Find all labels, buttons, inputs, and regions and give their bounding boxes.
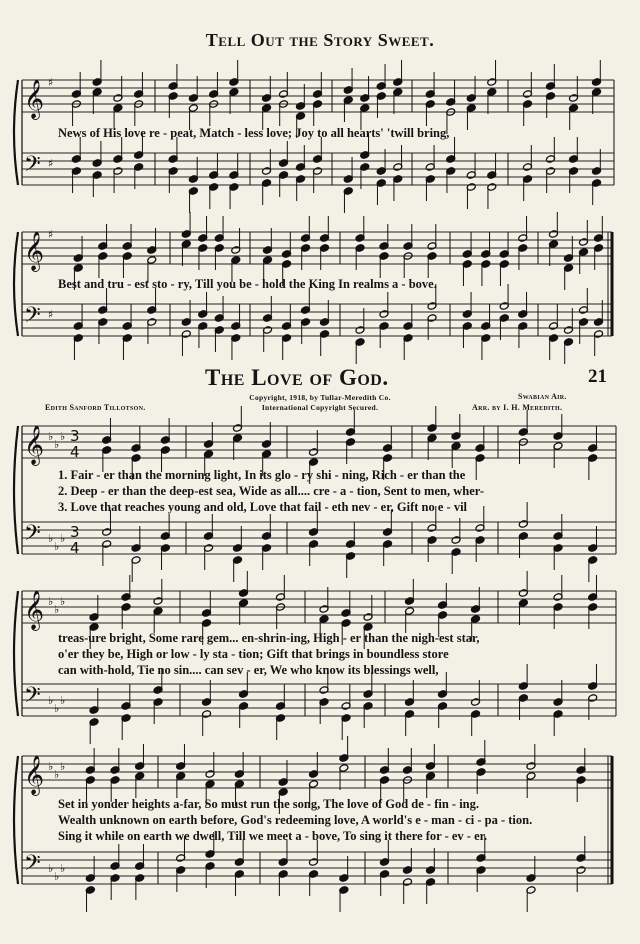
key-signature: ♭ xyxy=(54,702,60,715)
time-signature: 3 xyxy=(70,427,80,445)
hymn-title-tell-out: Tell Out the Story Sweet. xyxy=(205,30,435,50)
key-signature: ♭ xyxy=(54,438,60,451)
key-signature: ♯ xyxy=(48,157,54,170)
key-signature: ♭ xyxy=(48,760,54,773)
lyric-verse-3: can with-hold, Tie no sin.... can sev - er, We who know its blessings well, xyxy=(58,663,439,677)
key-signature: ♭ xyxy=(54,768,60,781)
lyric-verse-2: o'er they be, High or low - ly sta - tion; Gift that brings in boundless store xyxy=(58,647,449,661)
key-signature: ♭ xyxy=(54,870,60,883)
tune-name: Swabian Air. xyxy=(518,392,567,401)
lyric-line: News of His love re - peat, Match - less love; Joy to all hearts' 'twill bring, xyxy=(58,126,450,140)
key-signature: ♭ xyxy=(60,430,66,443)
key-signature: ♭ xyxy=(48,532,54,545)
key-signature: ♭ xyxy=(60,532,66,545)
hymn-title-love-of-god: The Love of God. xyxy=(205,365,389,390)
key-signature: ♯ xyxy=(48,228,54,241)
copyright-line-1: Copyright, 1918, by Tullar-Meredith Co. xyxy=(249,393,391,402)
key-signature: ♭ xyxy=(54,603,60,616)
time-signature: 4 xyxy=(70,443,80,461)
lyric-verse-2: 2. Deep - er than the deep-est sea, Wide as all.... cre - a - tion, Sent to men, wher- xyxy=(58,484,484,498)
key-signature: ♭ xyxy=(54,540,60,553)
brace xyxy=(14,232,18,336)
treble-clef: 𝄞 xyxy=(24,79,45,119)
brace xyxy=(14,80,18,185)
brace xyxy=(14,756,18,884)
lyric-verse-1: 1. Fair - er than the morning light, In its glo - ry shi - ning, Rich - er than the xyxy=(58,468,466,482)
time-signature: 3 xyxy=(70,523,80,541)
time-signature: 4 xyxy=(70,539,80,557)
key-signature: ♯ xyxy=(48,76,54,89)
lyricist-credit: Edith Sanford Tillotson. xyxy=(45,403,146,412)
brace xyxy=(14,591,18,716)
key-signature: ♭ xyxy=(48,862,54,875)
treble-clef: 𝄞 xyxy=(24,231,45,271)
bass-clef: 𝄢 xyxy=(24,521,41,551)
treble-clef: 𝄞 xyxy=(24,755,45,795)
key-signature: ♭ xyxy=(48,595,54,608)
key-signature: ♭ xyxy=(48,430,54,443)
treble-clef: 𝄞 xyxy=(24,590,45,630)
bass-clef: 𝄢 xyxy=(24,303,41,333)
bass-clef: 𝄢 xyxy=(24,851,41,881)
lyric-verse-1: treas-ure bright, Some rare gem... en-shrin-ing, High - er than the nigh-est star, xyxy=(58,631,480,645)
lyric-verse-1: Set in yonder heights a-far, So must run the song, The love of God de - fin - ing. xyxy=(58,797,479,811)
key-signature: ♭ xyxy=(48,694,54,707)
lyric-line: Best and tru - est sto - ry, Till you be - hold the King In realms a - bove. xyxy=(58,277,437,291)
copyright-line-2: International Copyright Secured. xyxy=(261,403,379,412)
lyric-verse-3: Sing it while on earth we dwell, Till we meet a - bove, To sing it there for - ev - er. xyxy=(58,829,488,843)
key-signature: ♭ xyxy=(60,694,66,707)
treble-clef: 𝄞 xyxy=(24,425,45,465)
key-signature: ♭ xyxy=(60,595,66,608)
bass-clef: 𝄢 xyxy=(24,683,41,713)
lyric-verse-3: 3. Love that reaches young and old, Love that fail - eth nev - er, Gift no e - vil xyxy=(58,500,468,514)
arranger-credit: Arr. by I. H. Meredith. xyxy=(472,403,563,412)
key-signature: ♭ xyxy=(60,760,66,773)
key-signature: ♯ xyxy=(48,308,54,321)
lyric-verse-2: Wealth unknown on earth before, God's redeeming love, A world's e - man - ci - pa - tion. xyxy=(58,813,533,827)
hymn-number: 21 xyxy=(588,366,607,387)
bass-clef: 𝄢 xyxy=(24,152,41,182)
brace xyxy=(14,426,18,554)
key-signature: ♭ xyxy=(60,862,66,875)
